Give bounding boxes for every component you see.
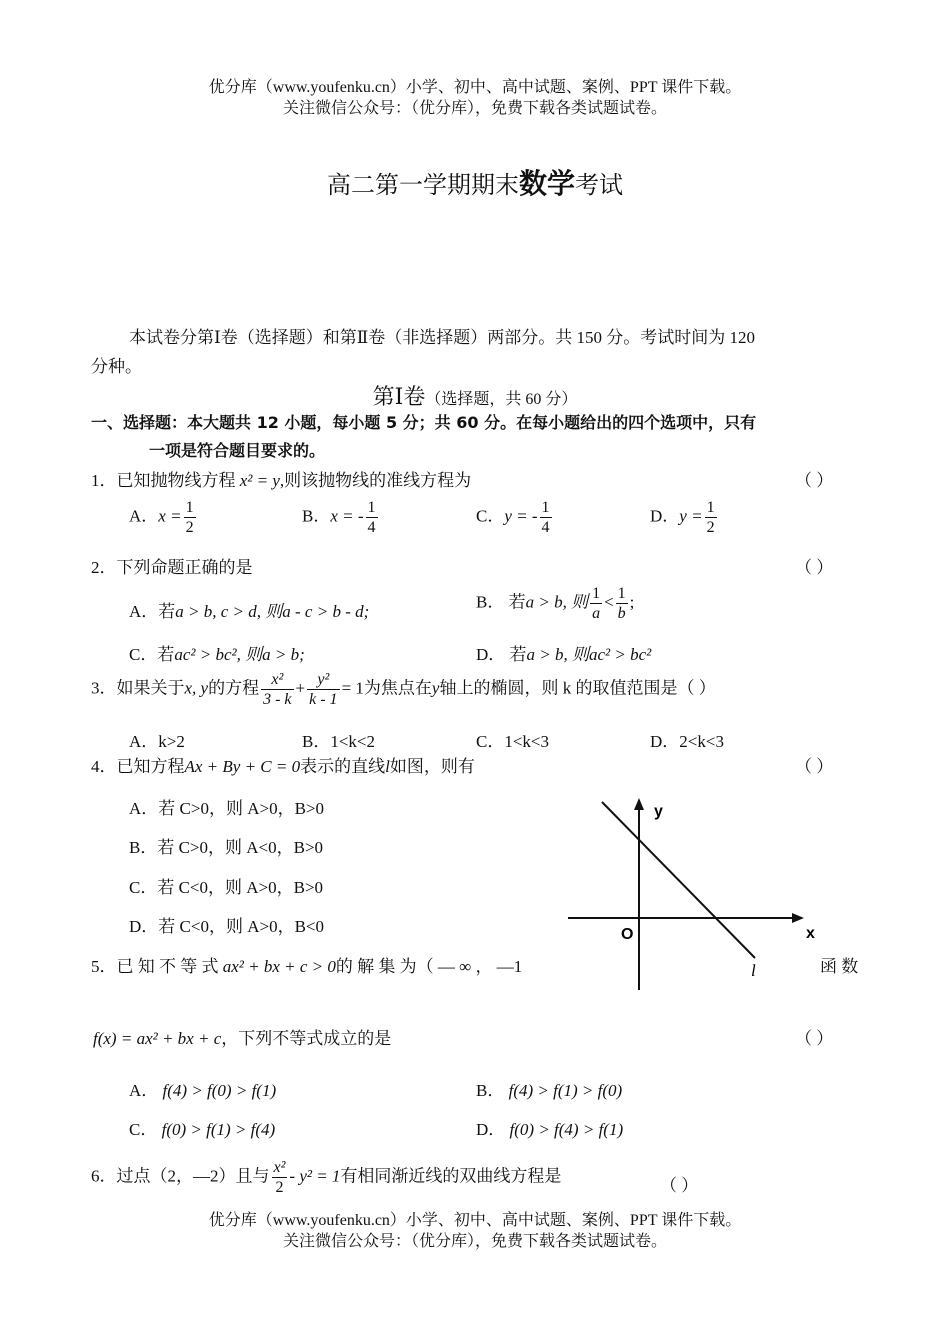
question-1-stem: 1．已知抛物线方程 x² = y,则该抛物线的准线方程为 [91,471,472,490]
question-5-option-c: C． f(0) > f(1) > f(4) [129,1120,276,1139]
question-2-stem: 2．下列命题正确的是 [91,558,253,577]
question-3-option-d: D．2<k<3 [650,732,724,751]
question-2-option-c: C．若ac² > bc², 则a > b; [129,645,305,664]
question-1-answer-paren: （ ） [795,471,834,490]
question-4-option-c: C．若 C<0，则 A>0，B>0 [129,878,324,897]
question-2-answer-paren: （ ） [795,558,834,577]
question-5-stem-line-2: f(x) = ax² + bx + c，下列不等式成立的是 [93,1029,392,1048]
question-5-stem: 5．已 知 不 等 式 ax² + bx + c > 0的 解 集 为（ — ∞ ， —1 [91,957,523,976]
question-4-answer-paren: （ ） [795,757,834,776]
question-2-option-b: B． 若a > b, 则 $\frac{1}{a}$ < $\frac{1}{b}$ ; [476,585,635,622]
part1-heading: 第Ⅰ卷（选择题，共 60 分） [372,384,578,409]
question-1-option-b: B．x = - $\frac{1}{4}$ [302,499,376,536]
question-6-stem: 6．过点（2，—2）且与 $\frac{\text{x²}}{2}$ - y² = 1有相同渐近线的双曲线方程是 [91,1159,562,1196]
origin-label: O [621,926,634,943]
question-2-option-d: D． 若a > b, 则ac² > bc² [476,645,652,664]
question-5-option-d: D． f(0) > f(4) > f(1) [476,1120,624,1139]
footer-line-2: 关注微信公众号：（优分库），免费下载各类试题试卷。 [282,1233,667,1250]
question-1-option-c: C．y = - $\frac{1}{4}$ [476,499,550,536]
question-5-stem-tail: 函 数 [820,957,859,976]
line-graph-figure [560,790,830,995]
question-6-answer-paren: （ ） [660,1176,699,1195]
x-axis-arrow [792,913,804,923]
section1-line-2: 一项是符合题目要求的。 [149,441,326,460]
question-5-option-b: B． f(4) > f(1) > f(0) [476,1081,623,1100]
y-axis-label: y [654,803,663,820]
question-4-option-a: A．若 C>0，则 A>0，B>0 [129,799,324,818]
question-3-option-c: C．1<k<3 [476,732,550,751]
question-4-option-b: B．若 C>0，则 A<0，B>0 [129,838,324,857]
question-1-option-a: A．x = $\frac{1}{2}$ [129,499,194,536]
question-3-stem: 3．如果关于x, y的方程 $\frac{\text{x²}}{3 - k}$ + $\frac{\text{y²}}{k - 1}$ = 1为焦点在y轴上的椭圆，则 k 的取值范围是（ ） [91,671,716,708]
page-title: 高二第一学期期末数学考试 [326,167,623,200]
intro-line-2: 分种。 [91,357,142,376]
question-3-option-b: B．1<k<2 [302,732,376,751]
header-line-1: 优分库（www.youfenku.cn）小学、初中、高中试题、案例、PPT 课件下载。 [208,79,742,96]
question-4-stem: 4．已知方程Ax + By + C = 0表示的直线l如图，则有 [91,757,475,776]
question-5-answer-paren: （ ） [795,1029,834,1048]
line-label: l [751,961,756,980]
section1-line-1: 一、选择题：本大题共 12 小题，每小题 5 分；共 60 分。在每小题给出的四个选项中，只有 [91,413,757,432]
question-5-option-a: A． f(4) > f(0) > f(1) [129,1081,277,1100]
footer-line-1: 优分库（www.youfenku.cn）小学、初中、高中试题、案例、PPT 课件下载。 [208,1212,742,1229]
y-axis-arrow [634,798,644,810]
intro-line-1: 本试卷分第Ⅰ卷（选择题）和第Ⅱ卷（非选择题）两部分。共 150 分。考试时间为 120 [129,328,756,347]
question-3-option-a: A．k>2 [129,732,185,751]
question-1-option-d: D．y = $\frac{1}{2}$ [650,499,715,536]
question-4-option-d: D．若 C<0，则 A>0，B<0 [129,917,324,936]
question-2-option-a: A．若a > b, c > d, 则a - c > b - d; [129,602,370,621]
header-line-2: 关注微信公众号：（优分库），免费下载各类试题试卷。 [282,100,667,117]
x-axis-label: x [806,925,815,942]
